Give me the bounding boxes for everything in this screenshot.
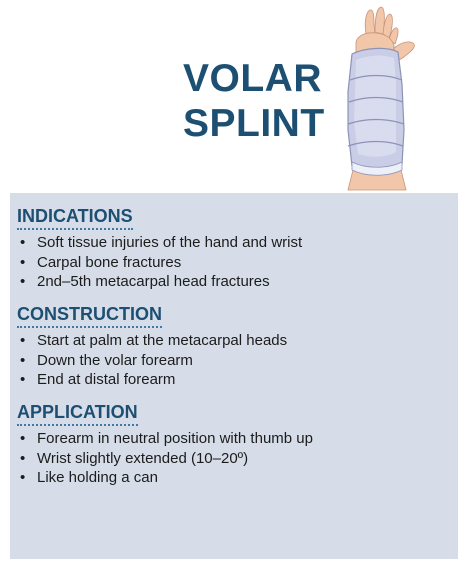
page-title [183, 56, 325, 146]
list-item-text: Start at palm at the metacarpal heads [37, 332, 288, 349]
list-item-text: Down the volar forearm [37, 351, 193, 369]
construction-list [17, 331, 287, 390]
title-line-1: VOLAR [183, 57, 322, 100]
list-item [17, 331, 287, 351]
list-item [17, 253, 302, 273]
list-item [17, 370, 287, 390]
list-item [17, 449, 313, 469]
bullet-icon: • [20, 234, 26, 251]
indications-section [17, 205, 302, 292]
list-item-text: Forearm in neutral position with thumb up [37, 430, 313, 447]
indications-list [17, 233, 302, 292]
application-list [17, 429, 313, 488]
list-item-text: Like holding a can [37, 469, 158, 486]
list-item-text: Soft tissue injuries of the hand and wrist [37, 234, 303, 251]
list-item [17, 468, 313, 488]
title-line-2: SPLINT [183, 102, 325, 145]
list-item-text: Carpal bone fractures [37, 253, 182, 271]
application-heading: APPLICATION [17, 401, 138, 426]
list-item [17, 272, 302, 292]
list-item [17, 351, 287, 371]
bullet-icon: • [20, 469, 26, 486]
bullet-icon: • [20, 371, 26, 388]
hand-splint-illustration [326, 2, 430, 192]
bullet-icon: • [20, 332, 26, 349]
bullet-icon: • [20, 430, 26, 447]
list-item-text: 2nd–5th metacarpal head fractures [37, 273, 270, 290]
list-item [17, 233, 302, 253]
construction-heading: CONSTRUCTION [17, 303, 162, 328]
list-item-text: End at distal forearm [37, 371, 176, 388]
bullet-icon: • [20, 351, 26, 369]
list-item-text: Wrist slightly extended (10–20º) [37, 449, 249, 467]
list-item [17, 429, 313, 449]
application-section [17, 401, 313, 488]
bullet-icon: • [20, 449, 26, 467]
construction-section [17, 303, 287, 390]
bullet-icon: • [20, 273, 26, 290]
bullet-icon: • [20, 253, 26, 271]
indications-heading: INDICATIONS [17, 205, 133, 230]
